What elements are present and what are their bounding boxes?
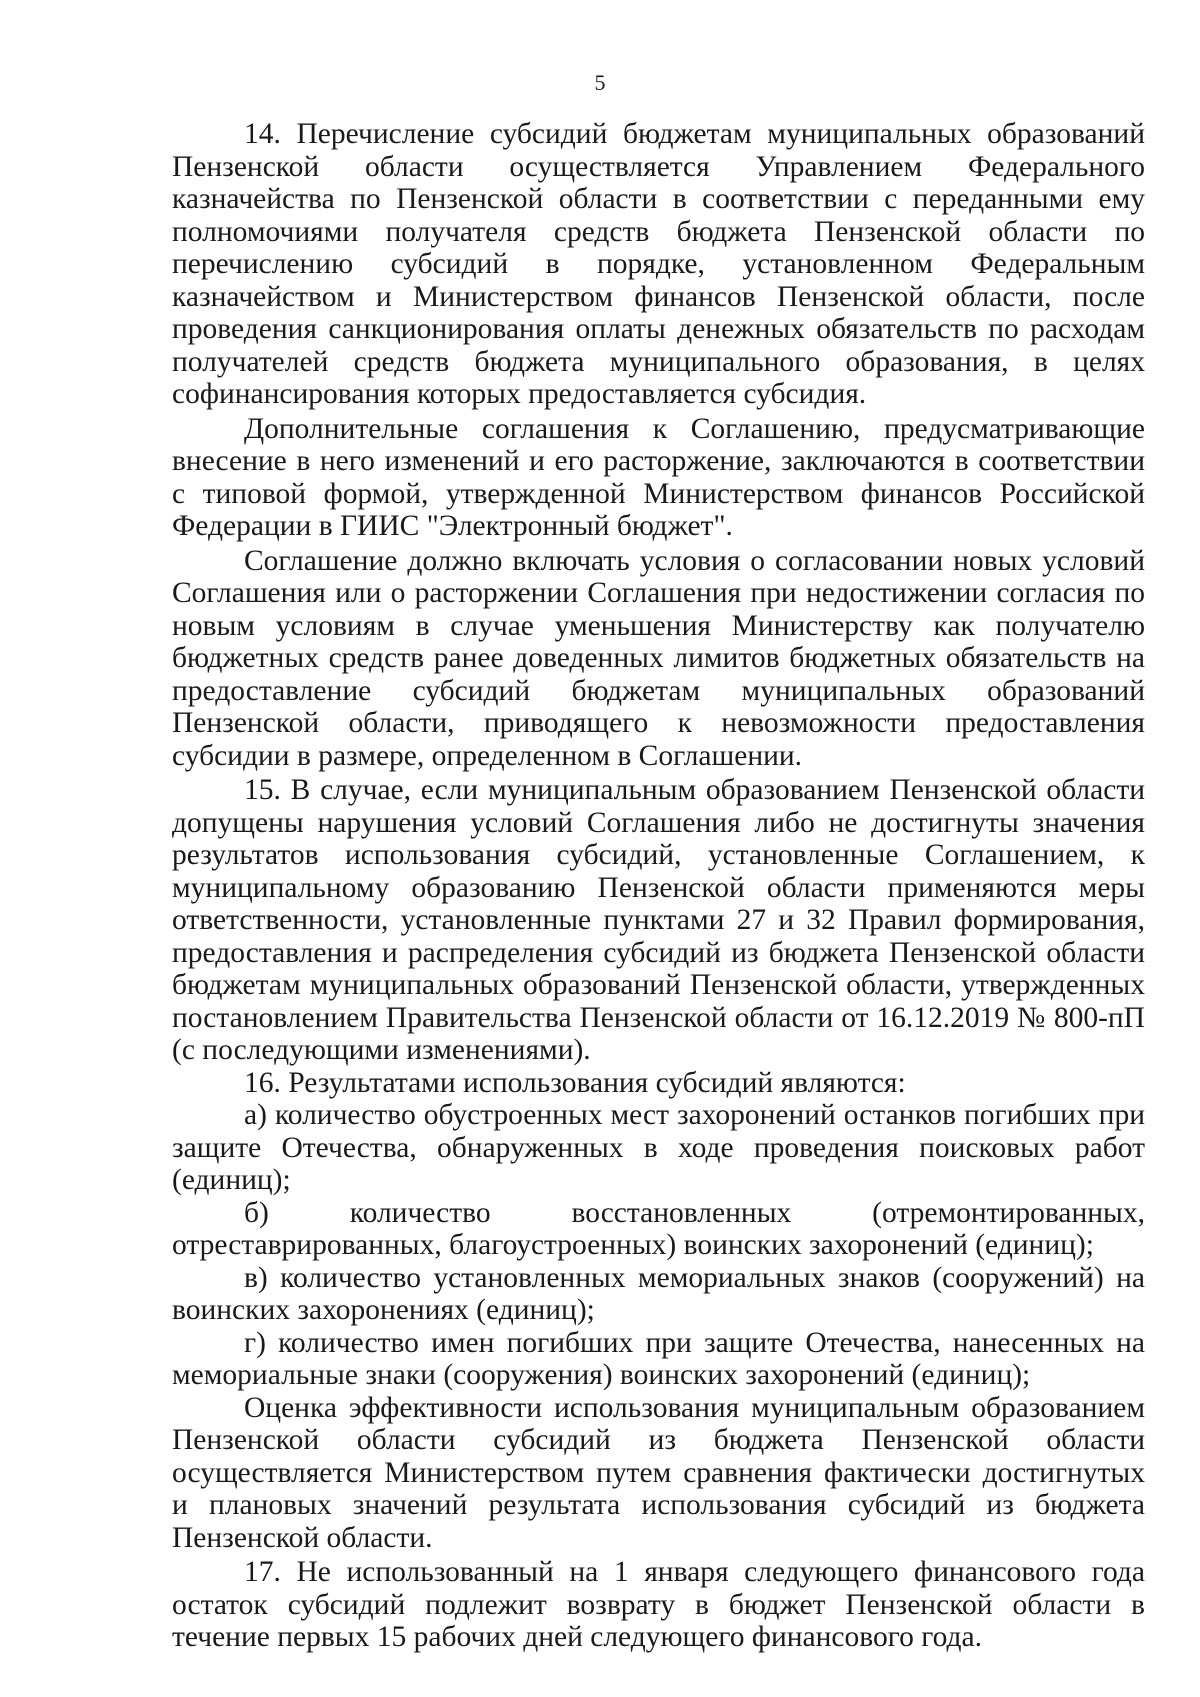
paragraph-15-violations: 15. В случае, если муниципальным образованием Пензенской области допущены нарушения условий Соглашения либо не достигнуты значения результатов использования субсидий, установленные Соглашением, к муниципальному образованию Пензенской области применяются меры ответственности, установленные пунктами 27 и 32 Правил формирования, предоставления и распределения субсидий из бюджета Пензенской области бюджетам муниципальных образований Пензенской области, утвержденных постановлением Правительства Пензенской области от 16.12.2019 № 800-пП (с последующими изменениями). [172,774,1145,1066]
paragraph-17-return: 17. Не использованный на 1 января следующего финансового года остаток субсидий подлежит возврату в бюджет Пензенской области в течение первых 15 рабочих дней следующего финансового года. [172,1556,1145,1653]
paragraph-additional-agreements: Дополнительные соглашения к Соглашению, предусматривающие внесение в него изменений и его расторжение, заключаются в соответствии с типовой формой, утвержденной Министерством финансов Российской Федерации в ГИИС "Электронный бюджет". [172,412,1145,542]
page-number: 5 [594,70,606,95]
list-item-b: б) количество восстановленных (отремонтированных, отреставрированных, благоустроенных) воинских захоронений (единиц); [172,1196,1145,1261]
paragraph-efficiency-assessment: Оценка эффективности использования муниципальным образованием Пензенской области субсидий из бюджета Пензенской области осуществляется Министерством путем сравнения фактически достигнутых и плановых значений результата использования субсидий из бюджета Пензенской области. [172,1391,1145,1554]
paragraph-agreement-conditions: Соглашение должно включать условия о согласовании новых условий Соглашения или о расторжении Соглашения при недостижении согласия по новым условиям в случае уменьшения Министерству как получателю бюджетных средств ранее доведенных лимитов бюджетных обязательств на предоставление субсидий бюджетам муниципальных образований Пензенской области, приводящего к невозможности предоставления субсидии в размере, определенном в Соглашении. [172,544,1145,772]
paragraph-14-transfer: 14. Перечисление субсидий бюджетам муниципальных образований Пензенской области осуществляется Управлением Федерального казначейства по Пензенской области в соответствии с переданными ему полномочиями получателя средств бюджета Пензенской области по перечислению субсидий в порядке, установленном Федеральным казначейством и Министерством финансов Пензенской области, после проведения санкционирования оплаты денежных обязательств по расходам получателей средств бюджета муниципального образования, в целях софинансирования которых предоставляется субсидия. [172,118,1145,410]
document-body [172,118,1145,1654]
list-item-a: а) количество обустроенных мест захоронений останков погибших при защите Отечества, обнаруженных в ходе проведения поисковых работ (единиц); [172,1099,1145,1196]
paragraph-16-results-heading: 16. Результатами использования субсидий являются: [244,1066,906,1099]
list-item-v: в) количество установленных мемориальных знаков (сооружений) на воинских захоронениях (единиц); [172,1261,1145,1326]
list-item-g: г) количество имен погибших при защите Отечества, нанесенных на мемориальные знаки (сооружения) воинских захоронений (единиц); [172,1326,1145,1391]
